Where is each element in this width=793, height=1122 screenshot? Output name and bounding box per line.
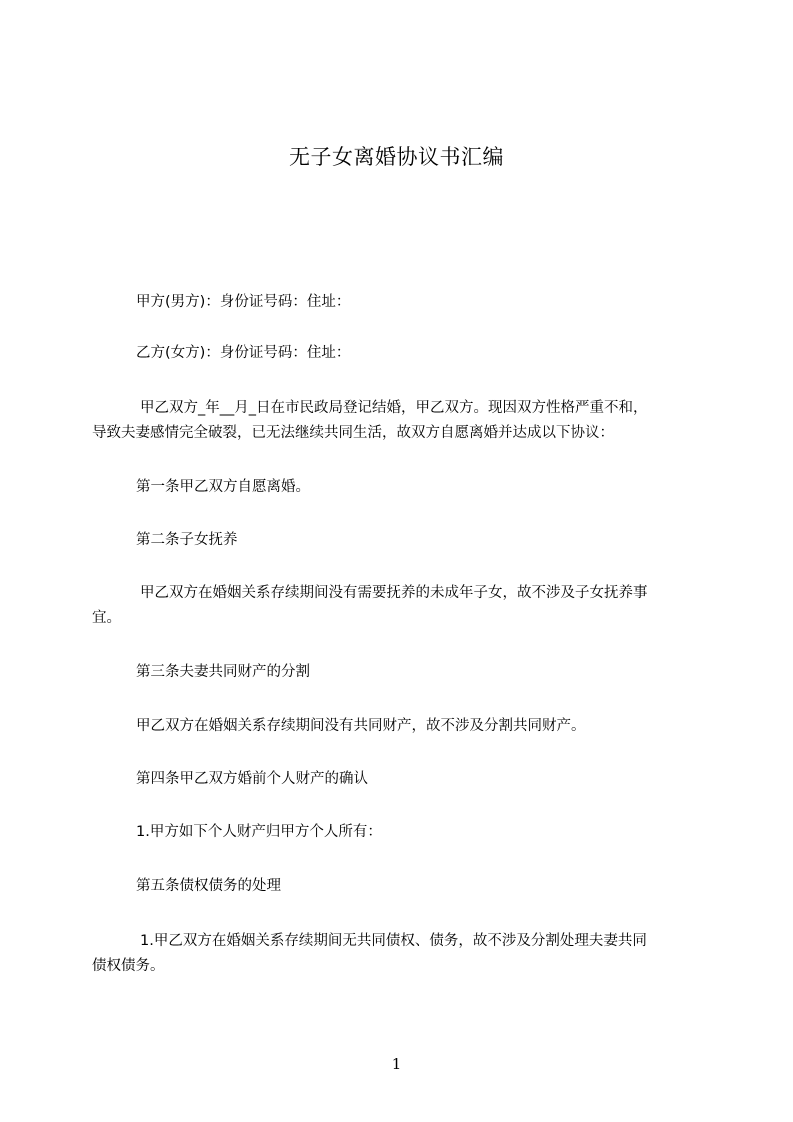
article-5-item-1 [92,929,704,979]
paragraph-line: 第四条甲乙双方婚前个人财产的确认 [136,771,368,787]
paragraph-line: 1.甲方如下个人财产归甲方个人所有： [136,824,382,840]
paragraph-line: 甲乙双方在婚姻关系存续期间没有需要抚养的未成年子女，故不涉及子女抚养事 [140,585,648,601]
paragraph-party-b [92,341,704,366]
paragraph-marriage-background [92,396,704,446]
paragraph-line: 乙方(女方)：身份证号码：住址： [136,345,351,361]
paragraph-line: 甲方(男方)：身份证号码：住址： [136,294,351,310]
article-3-content [92,714,704,739]
article-3-heading [92,660,704,685]
paragraph-line: 第五条债权债务的处理 [136,878,281,894]
article-4-item-1 [92,820,704,845]
paragraph-line: 第二条子女抚养 [136,532,238,548]
paragraph-line: 甲乙双方_年__月_日在市民政局登记结婚，甲乙双方。现因双方性格严重不和， [140,400,648,416]
paragraph-line: 债权债务。 [92,958,165,974]
article-2-content [92,581,704,631]
paragraph-party-a [92,290,704,315]
page-number: 1 [391,1055,402,1073]
paragraph-line: 第一条甲乙双方自愿离婚。 [136,479,310,495]
article-5-heading [92,874,704,899]
paragraph-line: 导致夫妻感情完全破裂，已无法继续共同生活，故双方自愿离婚并达成以下协议： [92,425,614,441]
paragraph-line: 第三条夫妻共同财产的分割 [136,664,310,680]
paragraph-line: 甲乙双方在婚姻关系存续期间没有共同财产，故不涉及分割共同财产。 [136,718,586,734]
article-2-heading [92,528,704,553]
paragraph-line: 宜。 [92,610,121,626]
article-4-heading [92,767,704,792]
paragraph-line: 1.甲乙双方在婚姻关系存续期间无共同债权、债务，故不涉及分割处理夫妻共同 [140,933,647,949]
document-title: 无子女离婚协议书汇编 [289,145,504,169]
article-1 [92,475,704,500]
